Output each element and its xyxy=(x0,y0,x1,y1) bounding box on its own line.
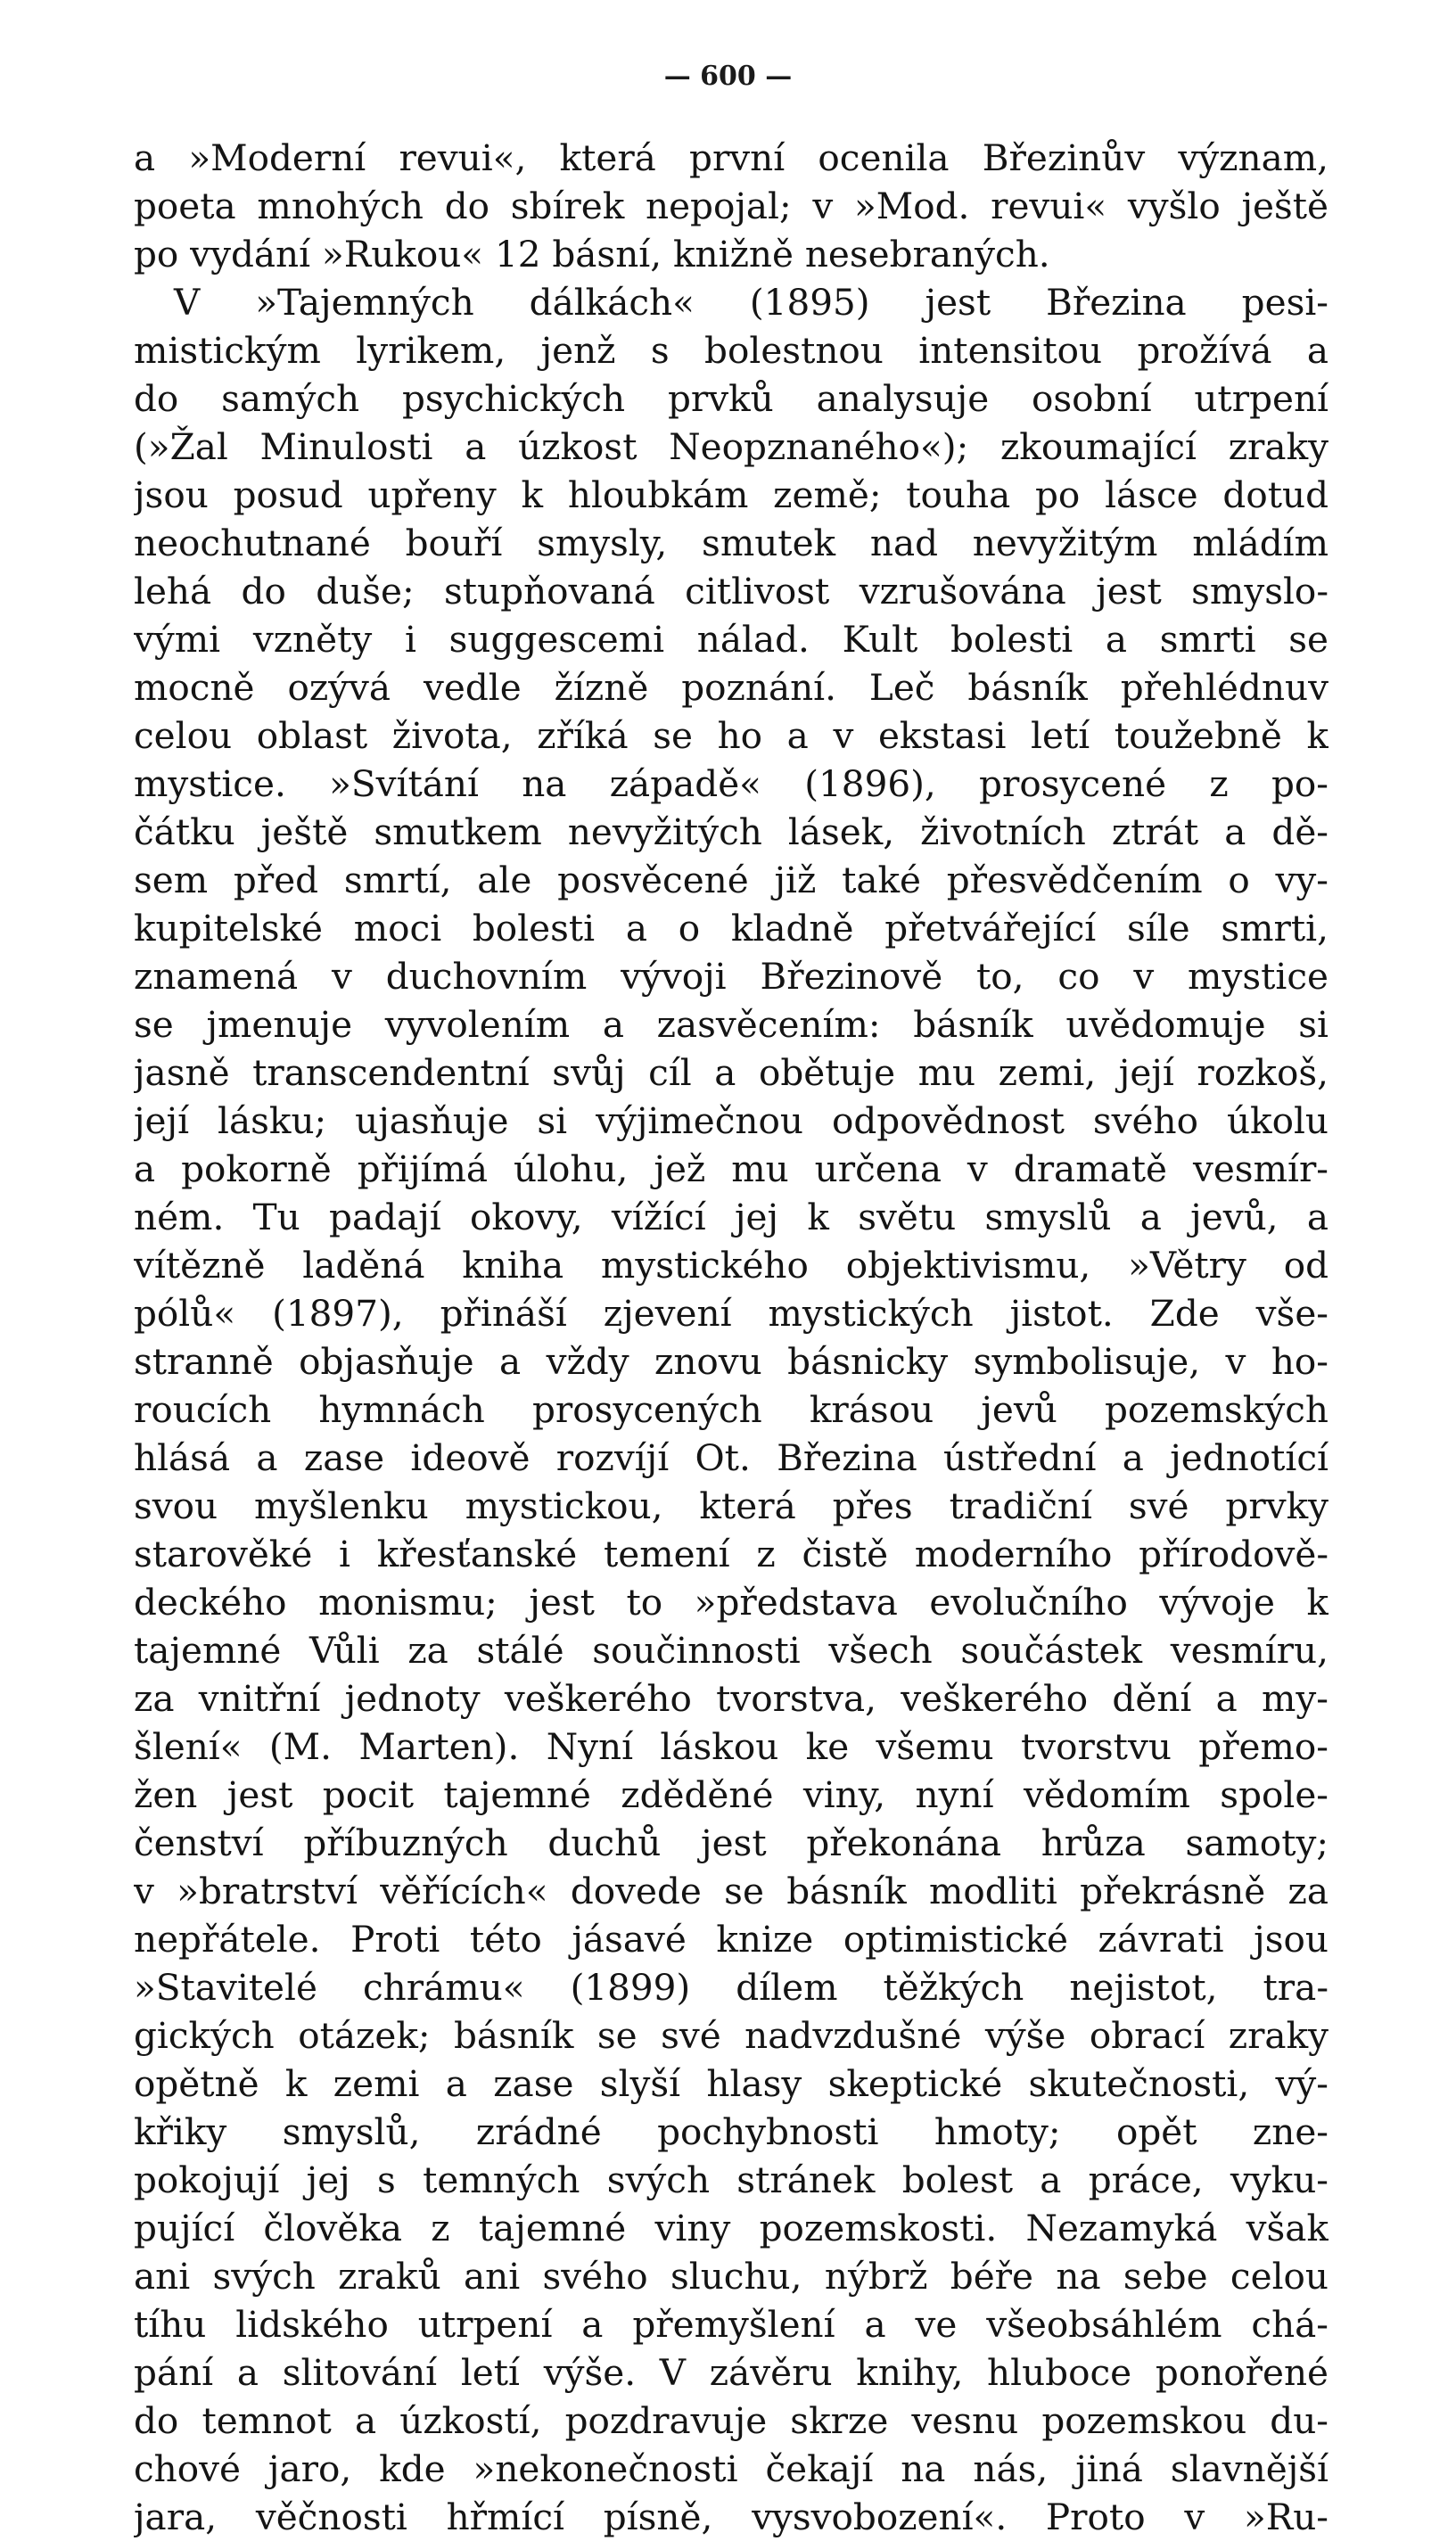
text-line: starověké i křesťanské temení z čistě moderního přírodově- xyxy=(134,1533,1328,1575)
text-line: mystice. »Svítání na západě« (1896), prosycené z po- xyxy=(134,762,1328,805)
text-line: svou myšlenku mystickou, která přes tradiční své prvky xyxy=(134,1484,1328,1527)
text-line: kupitelské moci bolesti a o kladně přetvářející síle smrti, xyxy=(134,907,1328,950)
text-line: stranně objasňuje a vždy znovu básnicky symbolisuje, v ho- xyxy=(134,1340,1328,1383)
text-line: do temnot a úzkostí, pozdravuje skrze vesnu pozemskou du- xyxy=(134,2399,1328,2442)
text-line: vými vzněty i suggescemi nálad. Kult bolesti a smrti se xyxy=(134,618,1328,661)
body-text xyxy=(134,134,1328,2541)
page-number: — 600 — xyxy=(663,61,793,92)
text-line: opětně k zemi a zase slyší hlasy skeptické skutečnosti, vý- xyxy=(134,2062,1328,2105)
text-line: chové jaro, kde »nekonečnosti čekají na nás, jiná slavnější xyxy=(134,2447,1328,2490)
text-line: pující člověka z tajemné viny pozemskosti. Nezamyká však xyxy=(134,2207,1328,2249)
text-line: pání a slitování letí výše. V závěru knihy, hluboce ponořené xyxy=(134,2351,1328,2394)
text-line: za vnitřní jednoty veškerého tvorstva, veškerého dění a my- xyxy=(134,1677,1328,1720)
text-line: po vydání »Rukou« 12 básní, knižně nesebraných. xyxy=(134,233,1050,275)
text-line: gických otázek; básník se své nadvzdušné výše obrací zraky xyxy=(134,2014,1328,2057)
text-line: jsou posud upřeny k hloubkám země; touha po lásce dotud xyxy=(134,473,1328,516)
text-line: křiky smyslů, zrádné pochybnosti hmoty; opět zne- xyxy=(134,2110,1328,2153)
text-line: ném. Tu padají okovy, vížící jej k světu smyslů a jevů, a xyxy=(134,1196,1328,1238)
text-line: do samých psychických prvků analysuje osobní utrpení xyxy=(134,377,1328,420)
text-line: roucích hymnách prosycených krásou jevů pozemských xyxy=(134,1388,1328,1431)
text-line: V »Tajemných dálkách« (1895) jest Březina pesi- xyxy=(174,281,1328,324)
text-line: jara, věčnosti hřmící písně, vysvobození«. Proto v »Ru- xyxy=(134,2496,1328,2538)
text-line: nepřátele. Proti této jásavé knize optimistické závrati jsou xyxy=(134,1918,1328,1961)
text-line: jasně transcendentní svůj cíl a obětuje mu zemi, její rozkoš, xyxy=(134,1051,1328,1094)
text-line: celou oblast života, zříká se ho a v ekstasi letí toužebně k xyxy=(134,714,1328,757)
text-line: znamená v duchovním vývoji Březinově to, co v mystice xyxy=(134,955,1328,998)
text-line: tíhu lidského utrpení a přemyšlení a ve všeobsáhlém chá- xyxy=(134,2303,1328,2346)
text-line: sem před smrtí, ale posvěcené již také přesvědčením o vy- xyxy=(134,859,1328,901)
text-line: žen jest pocit tajemné zděděné viny, nyní vědomím spole- xyxy=(134,1773,1328,1816)
text-line: mocně ozývá vedle žízně poznání. Leč básník přehlédnuv xyxy=(134,666,1328,709)
text-line: tajemné Vůli za stálé součinnosti všech součástek vesmíru, xyxy=(134,1629,1328,1672)
text-line: neochutnané bouří smysly, smutek nad nevyžitým mládím xyxy=(134,522,1328,564)
text-line: její lásku; ujasňuje si výjimečnou odpovědnost svého úkolu xyxy=(134,1099,1328,1142)
text-line: »Stavitelé chrámu« (1899) dílem těžkých nejistot, tra- xyxy=(134,1966,1328,2009)
text-line: ani svých zraků ani svého sluchu, nýbrž béře na sebe celou xyxy=(134,2255,1328,2298)
text-line: hlásá a zase ideově rozvíjí Ot. Březina ústřední a jednotící xyxy=(134,1436,1328,1479)
text-line: se jmenuje vyvolením a zasvěcením: básník uvědomuje si xyxy=(134,1003,1328,1046)
text-line: poeta mnohých do sbírek nepojal; v »Mod. revui« vyšlo ještě xyxy=(134,185,1328,227)
text-line: pólů« (1897), přináší zjevení mystických jistot. Zde vše- xyxy=(134,1292,1328,1335)
text-line: čenství příbuzných duchů jest překonána hrůza samoty; xyxy=(134,1821,1328,1864)
text-line: a »Moderní revui«, která první ocenila Březinův význam, xyxy=(134,136,1328,179)
text-line: vítězně laděná kniha mystického objektivismu, »Větry od xyxy=(134,1244,1328,1287)
text-line: v »bratrství věřících« dovede se básník modliti překrásně za xyxy=(134,1870,1328,1912)
text-line: (»Žal Minulosti a úzkost Neopznaného«); zkoumající zraky xyxy=(134,425,1328,468)
text-line: šlení« (M. Marten). Nyní láskou ke všemu tvorstvu přemo- xyxy=(134,1725,1328,1768)
text-line: a pokorně přijímá úlohu, jež mu určena v dramatě vesmír- xyxy=(134,1147,1328,1190)
text-line: pokojují jej s temných svých stránek bolest a práce, vyku- xyxy=(134,2159,1328,2201)
text-line: čátku ještě smutkem nevyžitých lásek, životních ztrát a dě- xyxy=(134,810,1328,853)
text-line: mistickým lyrikem, jenž s bolestnou intensitou prožívá a xyxy=(134,329,1328,372)
text-line: deckého monismu; jest to »představa evolučního vývoje k xyxy=(134,1581,1328,1624)
text-line: lehá do duše; stupňovaná citlivost vzrušována jest smyslo- xyxy=(134,570,1328,613)
